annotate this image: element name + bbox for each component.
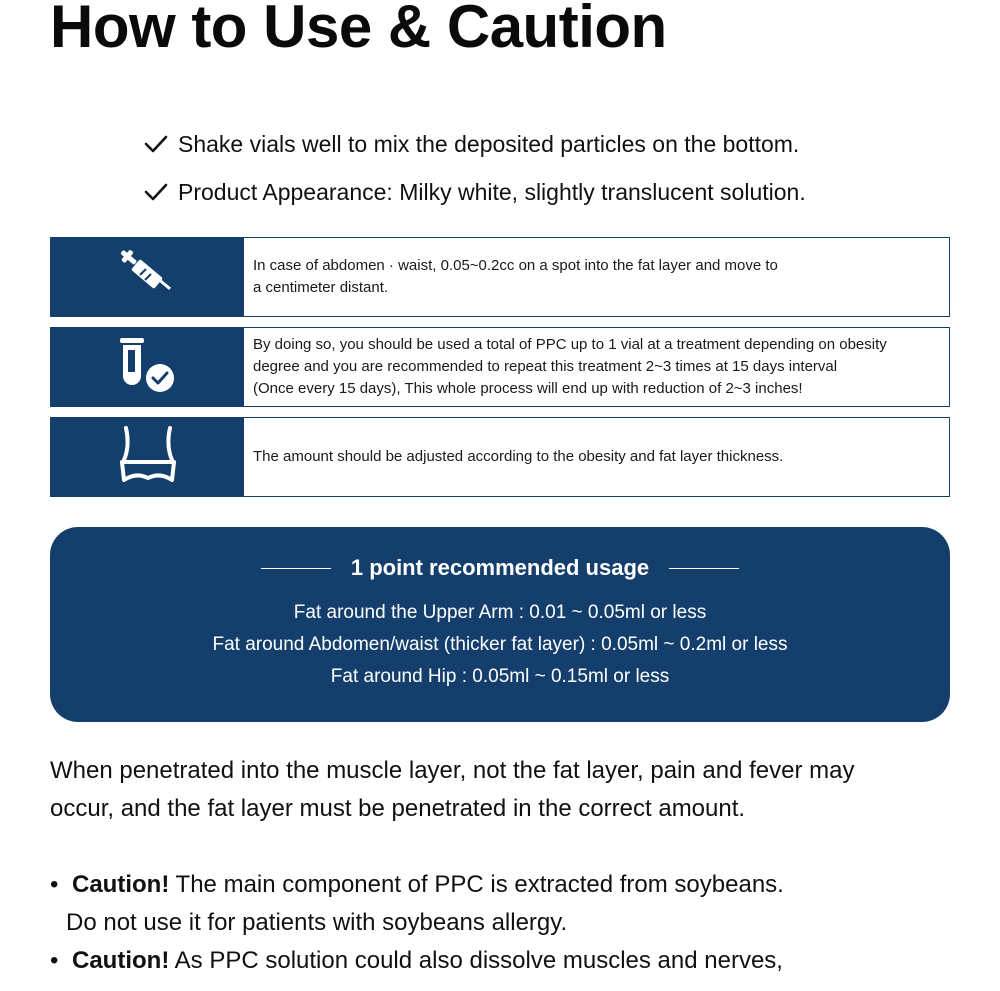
checkmark-icon — [143, 131, 169, 157]
instruction-checklist — [143, 120, 806, 216]
caution-text: As PPC solution could also dissolve muscles and nerves, — [169, 947, 783, 974]
checklist-item — [143, 168, 806, 216]
checklist-item-text: Shake vials well to mix the deposited particles on the bottom. — [178, 130, 800, 157]
usage-item: Fat around Abdomen/waist (thicker fat layer) : 0.05ml ~ 0.2ml or less — [212, 634, 788, 655]
usage-panel — [50, 527, 950, 722]
instruction-rows — [50, 237, 950, 507]
page-title: How to Use & Caution — [50, 0, 667, 60]
row-icon-cell — [51, 328, 244, 406]
caution-text: The main component of PPC is extracted from soybeans. — [169, 871, 784, 898]
row-text: In case of abdomen · waist, 0.05~0.2cc on a spot into the fat layer and move to a centimeter distant. — [253, 257, 778, 296]
caution-list — [50, 866, 784, 980]
caution-item — [50, 866, 784, 942]
row-icon-cell — [51, 238, 244, 316]
caution-continuation: Do not use it for patients with soybeans allergy. — [66, 909, 568, 936]
instruction-row — [50, 417, 950, 497]
instruction-row — [50, 327, 950, 407]
bullet: • — [50, 871, 59, 898]
usage-title: 1 point recommended usage — [350, 555, 650, 580]
checkmark-icon — [143, 179, 169, 205]
syringe-icon — [118, 247, 178, 308]
instruction-row — [50, 237, 950, 317]
divider — [669, 568, 739, 569]
checklist-item-text: Product Appearance: Milky white, slightly translucent solution. — [178, 178, 806, 205]
row-text: By doing so, you should be used a total of PPC up to 1 vial at a treatment depending on obesity degree and you are recommended to repeat this treatment 2~3 times at 15 days interval (Once every 15 days), This whole process will end up with reduction of 2~3 inches! — [253, 336, 887, 397]
warning-paragraph: When penetrated into the muscle layer, not the fat layer, pain and fever may occur, and the fat layer must be penetrated in the correct amount. — [50, 757, 855, 822]
row-text: The amount should be adjusted according to the obesity and fat layer thickness. — [253, 448, 784, 465]
waist-icon — [118, 426, 178, 489]
usage-list — [50, 597, 950, 693]
caution-label: Caution! — [72, 947, 170, 974]
vial-check-icon — [116, 336, 180, 399]
usage-header — [50, 555, 950, 581]
caution-label: Caution! — [72, 871, 170, 898]
divider — [261, 568, 331, 569]
usage-item: Fat around the Upper Arm : 0.01 ~ 0.05ml or less — [293, 602, 707, 623]
bullet: • — [50, 947, 59, 974]
caution-item — [50, 942, 784, 980]
row-icon-cell — [51, 418, 244, 496]
usage-item: Fat around Hip : 0.05ml ~ 0.15ml or less — [330, 666, 670, 687]
checklist-item — [143, 120, 806, 168]
